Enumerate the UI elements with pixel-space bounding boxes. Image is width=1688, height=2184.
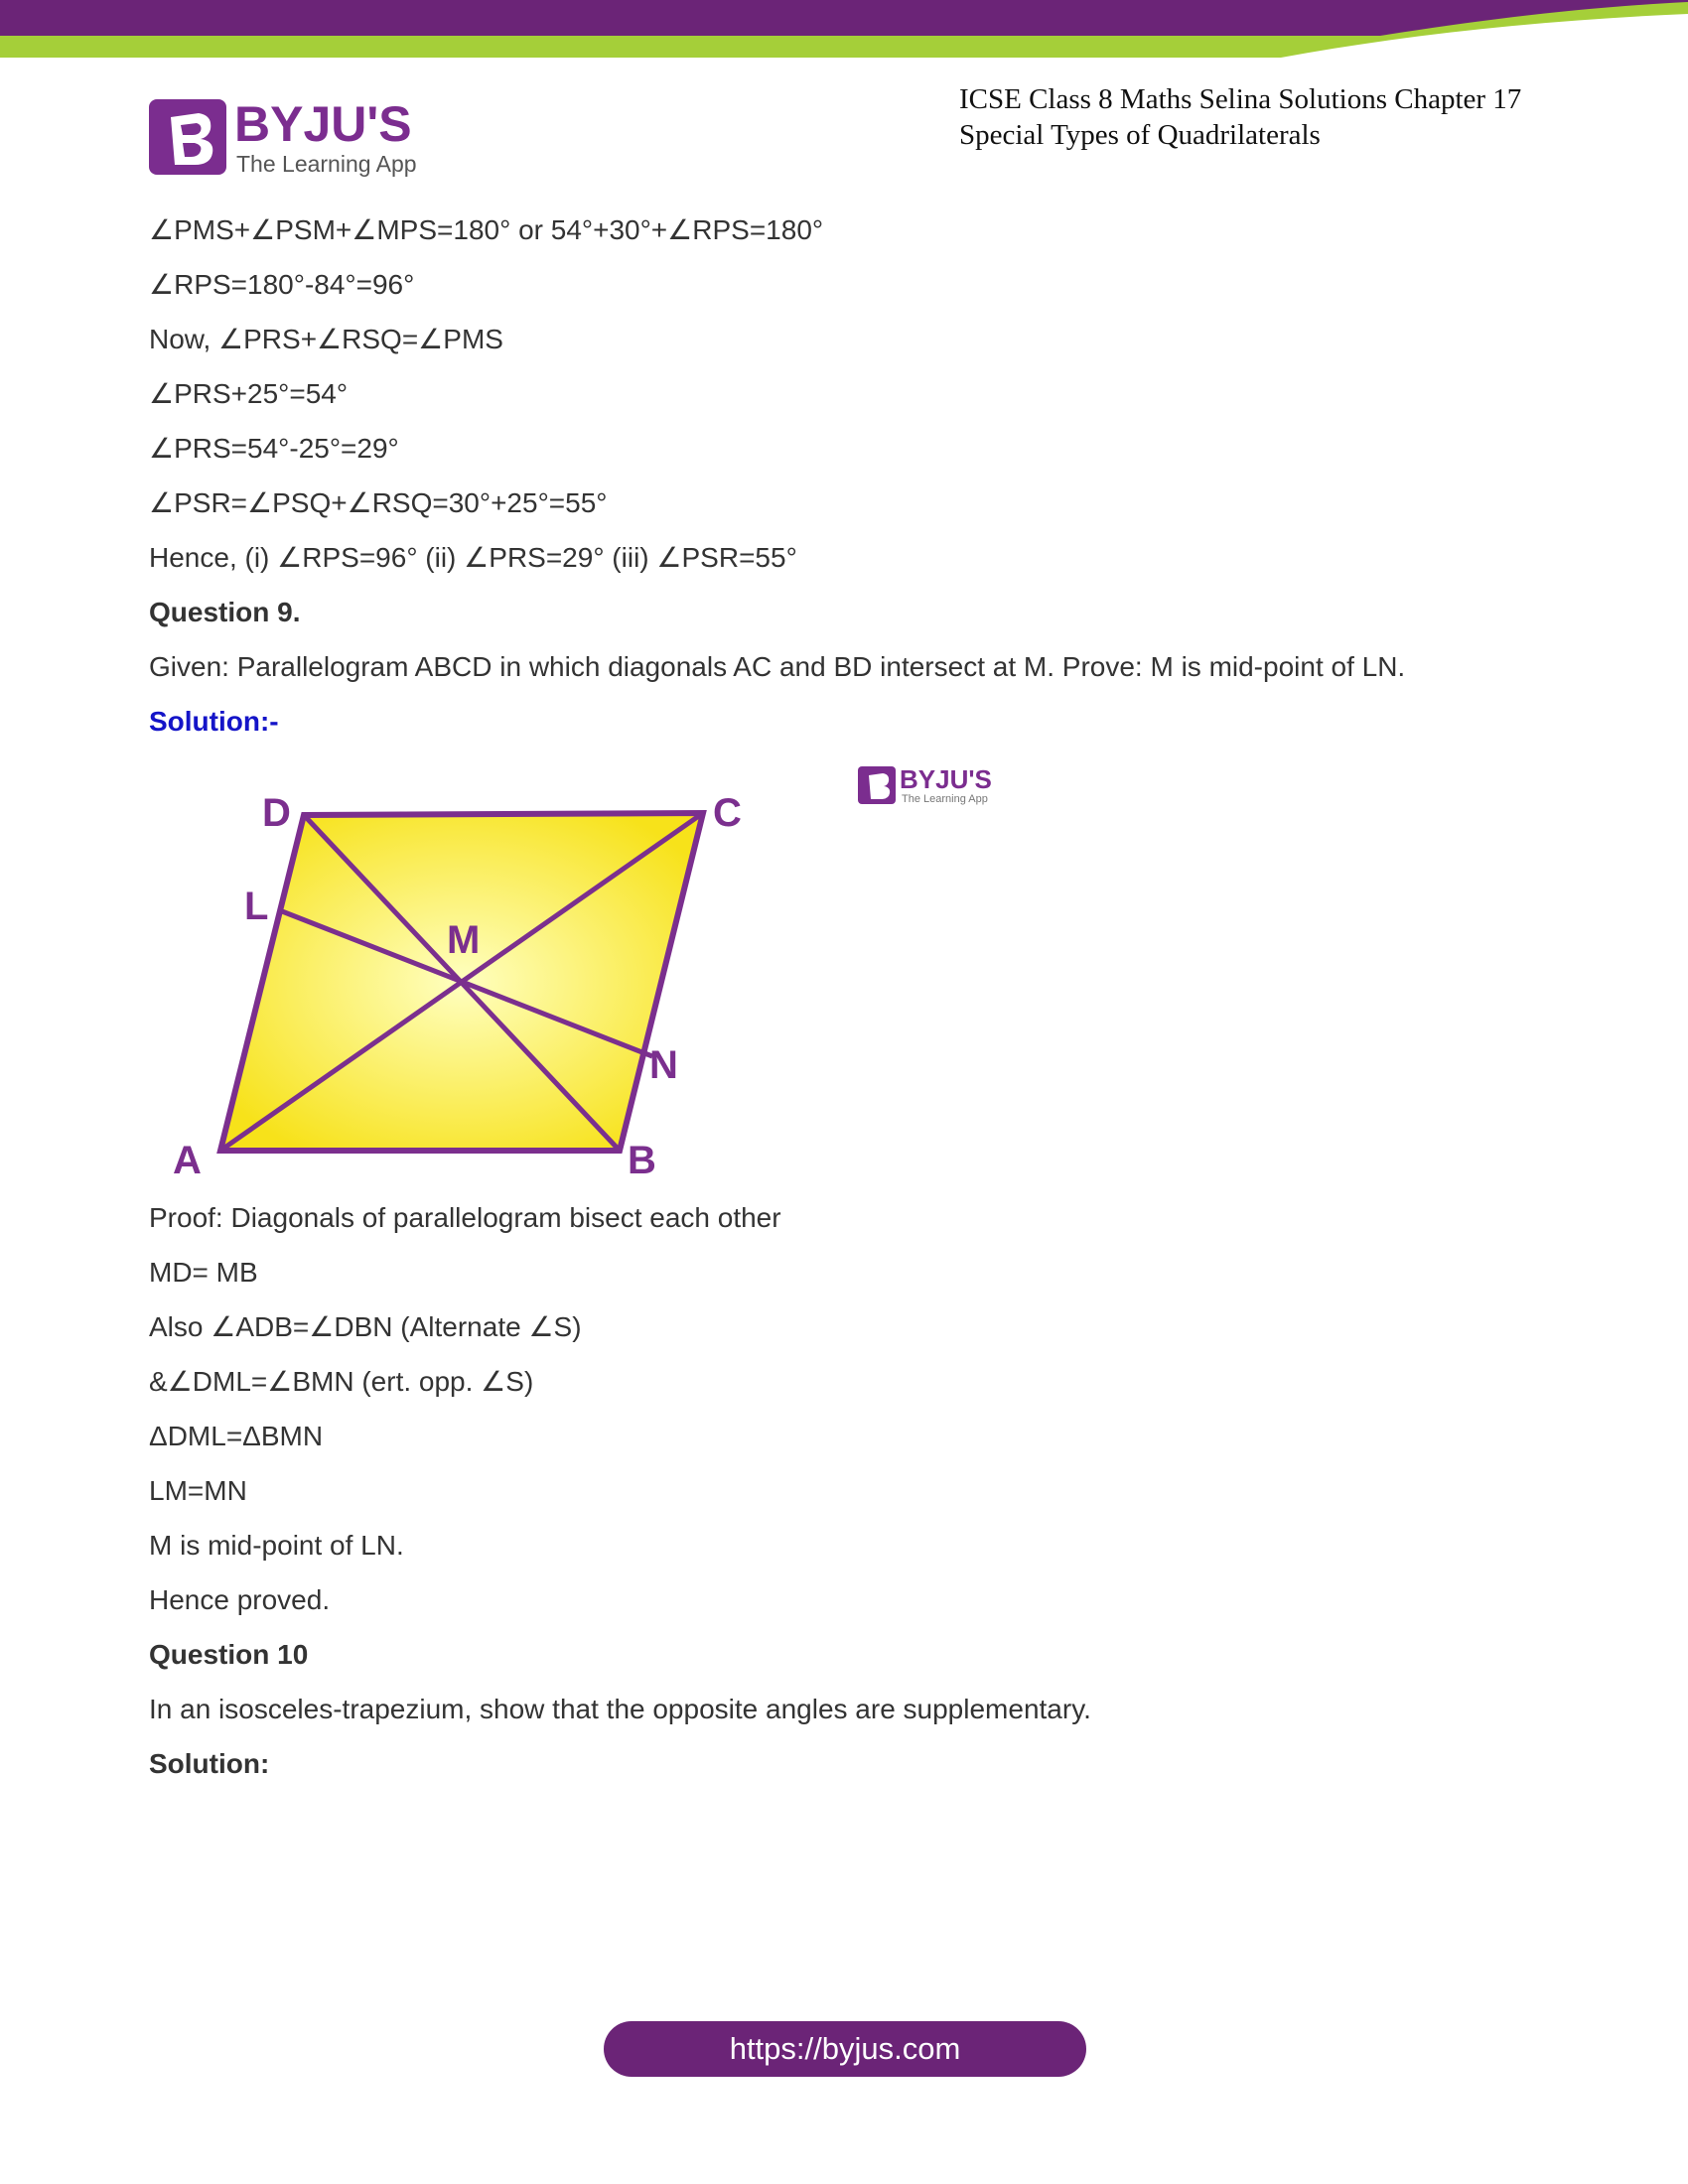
question-10-solution-label: Solution: (149, 1748, 270, 1779)
point-label-m: M (447, 918, 481, 962)
point-label-l: L (244, 885, 269, 928)
document-title-line-2: Special Types of Quadrilaterals (959, 119, 1321, 151)
proof-line: Also ∠ADB=∠DBN (Alternate ∠S) (149, 1311, 582, 1342)
text-line: ∠PSR=∠PSQ+∠RSQ=30°+25°=55° (149, 487, 608, 518)
point-label-n: N (649, 1043, 678, 1087)
document-title-line-1: ICSE Class 8 Maths Selina Solutions Chapter 17 (959, 83, 1522, 115)
question-10-heading: Question 10 (149, 1639, 309, 1670)
question-9-solution-label: Solution:- (149, 706, 279, 737)
text-line: Now, ∠PRS+∠RSQ=∠PMS (149, 324, 503, 354)
proof-line: &∠DML=∠BMN (ert. opp. ∠S) (149, 1366, 534, 1397)
logo-tagline: The Learning App (236, 151, 417, 177)
watermark-tagline: The Learning App (902, 793, 988, 805)
proof-line: LM=MN (149, 1475, 247, 1506)
proof-line: ΔDML=ΔBMN (149, 1421, 324, 1451)
proof-line: Proof: Diagonals of parallelogram bisect each other (149, 1202, 781, 1233)
vertex-label-a: A (173, 1139, 202, 1182)
footer-url-link[interactable]: https://byjus.com (604, 2021, 1086, 2077)
logo-brand-name: BYJU'S (234, 96, 412, 152)
question-10-text: In an isosceles-trapezium, show that the opposite angles are supplementary. (149, 1694, 1091, 1724)
question-9-heading: Question 9. (149, 597, 301, 627)
byjus-logo (149, 95, 447, 184)
text-line: ∠PRS+25°=54° (149, 378, 349, 409)
top-color-band (0, 0, 1688, 60)
text-line: Hence, (i) ∠RPS=96° (ii) ∠PRS=29° (iii) ∠PSR=55° (149, 542, 797, 573)
byjus-watermark-logo (858, 764, 1007, 813)
watermark-brand-name: BYJU'S (900, 764, 992, 794)
vertex-label-c: C (713, 791, 742, 835)
text-line: ∠RPS=180°-84°=96° (149, 269, 415, 300)
text-line: ∠PMS+∠PSM+∠MPS=180° or 54°+30°+∠RPS=180° (149, 214, 824, 245)
proof-line: Hence proved. (149, 1584, 331, 1615)
proof-line: MD= MB (149, 1257, 258, 1288)
vertex-label-b: B (628, 1139, 656, 1182)
proof-line: M is mid-point of LN. (149, 1530, 404, 1561)
text-line: ∠PRS=54°-25°=29° (149, 433, 399, 464)
parallelogram-diagram (159, 754, 755, 1191)
vertex-label-d: D (262, 791, 291, 835)
document-title (959, 81, 1654, 153)
question-9-text: Given: Parallelogram ABCD in which diagonals AC and BD intersect at M. Prove: M is mid-point of LN. (149, 651, 1406, 682)
